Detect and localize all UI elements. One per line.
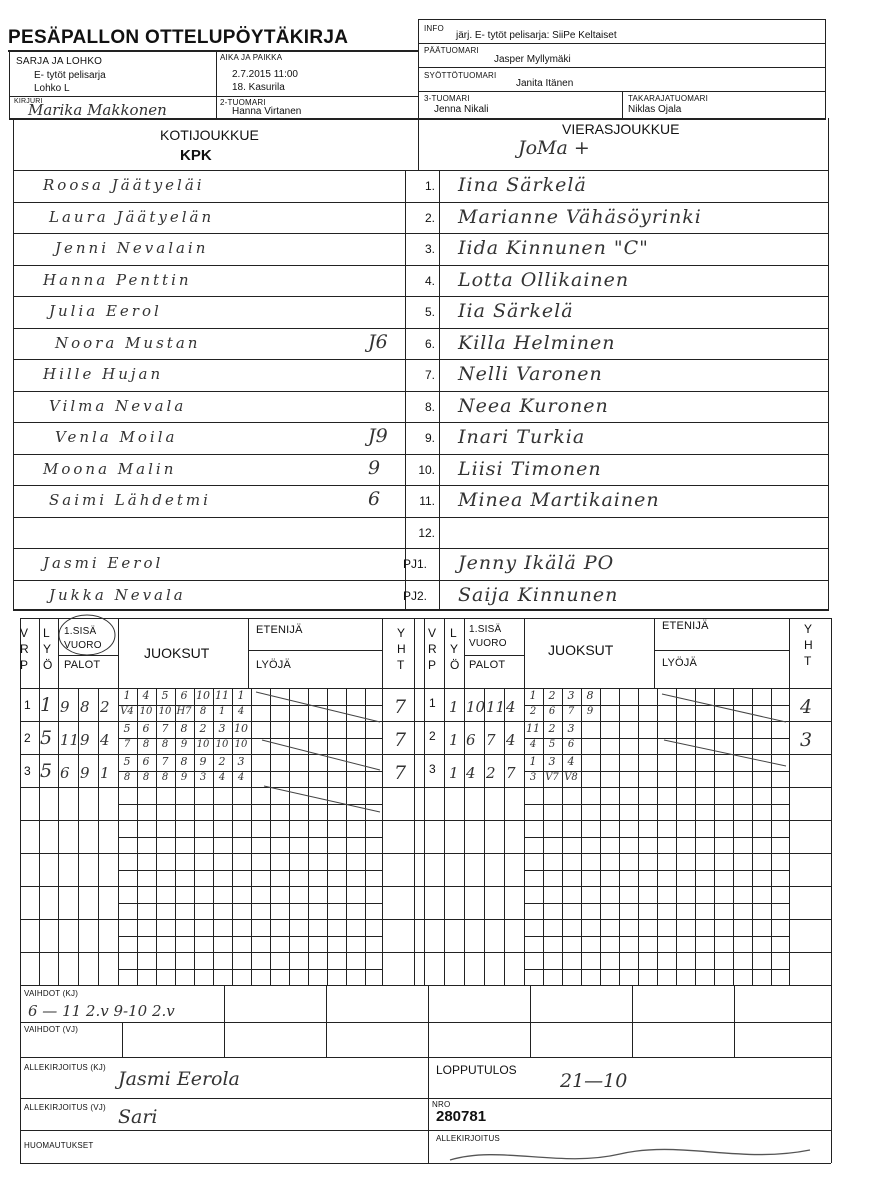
roster-number: 5. [424, 305, 435, 319]
aika-value-2: 18. Kasurila [232, 82, 285, 93]
away-col-p: P [428, 658, 437, 672]
home-inning-lyo: 5 [40, 727, 53, 749]
home-col-o: Ö [43, 658, 53, 672]
away-run-top: 2 [548, 722, 556, 735]
home-player-name: Moona Malin [43, 460, 177, 478]
allekirjoitus-vj-signature: Sari [118, 1106, 158, 1128]
home-run-bottom: 8 [123, 771, 131, 783]
home-run-top: 2 [218, 755, 226, 768]
home-run-bottom: 8 [142, 738, 150, 750]
home-player-name: Noora Mustan [55, 334, 201, 352]
away-team-label: VIERASJOUKKUE [562, 121, 680, 137]
home-col-yht-t: T [397, 658, 405, 672]
sarja-value-1: E- tytöt pelisarja [34, 70, 106, 81]
paatuomari-value: Jasper Myllymäki [494, 54, 571, 65]
away-inning-palo: 4 [506, 731, 516, 749]
away-col-yht-y: Y [804, 622, 813, 636]
away-col-o: Ö [450, 658, 460, 672]
home-col-yht-h: H [397, 642, 406, 656]
home-run-top: 5 [123, 755, 131, 768]
home-run-bottom: H7 [176, 705, 192, 717]
roster-number: 1. [424, 179, 435, 193]
home-run-bottom: 8 [199, 705, 207, 717]
roster-row [13, 517, 829, 549]
home-inning-vrp: 3 [24, 764, 31, 778]
roster-number: 3. [424, 242, 435, 256]
home-inning-yht: 7 [394, 762, 407, 784]
home-player-mark: 9 [368, 457, 381, 479]
roster-number: 9. [424, 431, 435, 445]
home-run-bottom: 3 [199, 771, 207, 783]
home-team-label: KOTIJOUKKUE [160, 127, 259, 143]
sarja-value-2: Lohko L [34, 83, 70, 94]
nro-value: 280781 [436, 1108, 487, 1125]
allekirjoitus-kj-label: ALLEKIRJOITUS (KJ) [24, 1063, 106, 1072]
away-player-name: Iia Särkelä [458, 300, 574, 322]
away-run-top: 4 [567, 755, 575, 768]
home-run-bottom: V4 [120, 705, 134, 717]
away-col-y: Y [450, 642, 459, 656]
home-player-name: Vilma Nevala [49, 397, 187, 415]
final-signature-scribble [440, 1140, 820, 1170]
away-player-name: Nelli Varonen [458, 363, 603, 385]
away-col-yht-h: H [804, 638, 813, 652]
home-player-mark: J9 [368, 425, 388, 447]
away-inning-yht: 3 [800, 729, 813, 751]
home-run-top: 10 [234, 722, 248, 735]
away-run-bottom: 5 [548, 738, 556, 750]
away-inning-palo: 6 [466, 731, 476, 749]
home-player-name: Venla Moila [55, 428, 178, 446]
home-run-top: 6 [142, 722, 150, 735]
aika-label: AIKA JA PAIKKA [220, 53, 283, 62]
takaraja-label: TAKARAJATUOMARI [628, 94, 709, 103]
home-run-bottom: 8 [161, 771, 169, 783]
away-player-name: Lotta Ollikainen [458, 269, 630, 291]
home-run-bottom: 10 [139, 705, 153, 717]
away-player-name: Neea Kuronen [458, 395, 609, 417]
away-col-l: L [450, 626, 457, 640]
home-run-bottom: 10 [158, 705, 172, 717]
away-player-name: Minea Martikainen [458, 489, 660, 511]
away-player-name: Liisi Timonen [458, 458, 602, 480]
home-run-top: 8 [180, 722, 188, 735]
tuomari2-value: Hanna Virtanen [232, 106, 302, 117]
roster-row [13, 391, 829, 423]
home-run-bottom: 4 [237, 705, 245, 717]
home-run-top: 2 [199, 722, 207, 735]
away-inning-palo: 2 [486, 764, 496, 782]
home-run-top: 3 [218, 722, 226, 735]
roster-number: 2. [424, 211, 435, 225]
roster-number: 11. [419, 494, 435, 508]
roster-number: 12. [418, 526, 435, 540]
home-inning-palo: 9 [80, 764, 90, 782]
home-run-bottom: 10 [215, 738, 229, 750]
roster-row [13, 548, 829, 580]
home-run-top: 5 [123, 722, 131, 735]
away-col-palot: PALOT [469, 659, 506, 671]
home-inning-palo: 9 [80, 731, 90, 749]
home-inning-palo: 8 [80, 698, 90, 716]
away-run-bottom: 7 [567, 705, 575, 717]
home-col-v: V [20, 626, 29, 640]
info-label: INFO [424, 24, 444, 33]
home-run-bottom: 4 [237, 771, 245, 783]
home-col-palot: PALOT [64, 659, 101, 671]
tuomari2-label: 2-TUOMARI [220, 98, 266, 107]
allekirjoitus-kj-signature: Jasmi Eerola [118, 1068, 240, 1090]
home-col-etenija: ETENIJÄ [256, 624, 303, 636]
away-inning-vrp: 1 [429, 696, 436, 710]
away-col-v: V [428, 626, 437, 640]
roster-number: 6. [424, 337, 435, 351]
home-inning-lyo: 5 [40, 760, 53, 782]
away-run-bottom: 4 [529, 738, 537, 750]
syotto-value: Janita Itänen [516, 78, 574, 89]
away-col-yht-t: T [804, 654, 812, 668]
away-player-name: Marianne Vähäsöyrinki [458, 206, 702, 228]
lopputulos-label: LOPPUTULOS [436, 1063, 517, 1077]
home-col-lyoja: LYÖJÄ [256, 659, 292, 671]
roster-row [13, 265, 829, 297]
home-player-mark: 6 [368, 488, 381, 510]
away-inning-lyo: 1 [449, 764, 459, 782]
roster-number: PJ1. [402, 557, 427, 571]
form-title: PESÄPALLON OTTELUPÖYTÄKIRJA [8, 27, 349, 48]
home-run-bottom: 9 [180, 738, 188, 750]
away-player-name: Jenny Ikälä PO [458, 552, 615, 574]
away-team-name: JoMa + [518, 137, 590, 159]
home-player-name: Roosa Jäätyeläi [43, 176, 205, 194]
home-run-bottom: 9 [180, 771, 188, 783]
home-player-name: Jenni Nevalain [55, 239, 209, 257]
away-run-bottom: 3 [529, 771, 537, 783]
vaihdot-vj-label: VAIHDOT (VJ) [24, 1025, 79, 1034]
roster-row [13, 359, 829, 391]
away-run-top: 11 [526, 722, 540, 735]
away-col-etenija: ETENIJÄ [662, 620, 709, 632]
away-run-top: 2 [548, 689, 556, 702]
kirjuri-value: Marika Makkonen [28, 101, 167, 119]
home-run-top: 1 [123, 689, 131, 702]
home-run-top: 5 [161, 689, 169, 702]
home-inning-palo: 1 [100, 764, 110, 782]
roster-row [13, 202, 829, 234]
roster-row [13, 422, 829, 454]
home-run-bottom: 10 [196, 738, 210, 750]
allekirjoitus-vj-label: ALLEKIRJOITUS (VJ) [24, 1103, 106, 1112]
home-run-top: 4 [142, 689, 150, 702]
home-run-top: 8 [180, 755, 188, 768]
home-run-top: 6 [142, 755, 150, 768]
tuomari3-label: 3-TUOMARI [424, 94, 470, 103]
away-player-name: Saija Kinnunen [458, 584, 619, 606]
syotto-label: SYÖTTÖTUOMARI [424, 71, 497, 80]
home-run-top: 10 [196, 689, 210, 702]
home-run-top: 7 [161, 755, 169, 768]
home-inning-palo: 9 [60, 698, 70, 716]
away-player-name: Iida Kinnunen "C" [458, 237, 649, 259]
home-run-top: 9 [199, 755, 207, 768]
home-inning-vrp: 1 [24, 698, 31, 712]
paatuomari-label: PÄÄTUOMARI [424, 46, 479, 55]
roster-number: 8. [424, 400, 435, 414]
home-inning-yht: 7 [394, 696, 407, 718]
away-inning-lyo: 1 [449, 731, 459, 749]
roster-row [13, 296, 829, 328]
home-player-name: Hanna Penttin [43, 271, 192, 289]
info-value: järj. E- tytöt pelisarja: SiiPe Keltaiset [456, 30, 617, 41]
home-run-bottom: 10 [234, 738, 248, 750]
vaihdot-kj-value: 6 — 11 2.v 9-10 2.v [28, 1002, 175, 1020]
away-inning-palo: 4 [466, 764, 476, 782]
home-col-p: P [20, 658, 29, 672]
home-col-sisa2: VUORO [64, 640, 102, 651]
home-player-name: Hille Hujan [43, 365, 164, 383]
home-run-bottom: 1 [218, 705, 226, 717]
home-run-top: 7 [161, 722, 169, 735]
away-run-bottom: 6 [548, 705, 556, 717]
away-player-name: Iina Särkelä [458, 174, 587, 196]
home-col-yht-y: Y [397, 626, 406, 640]
home-inning-palo: 4 [100, 731, 110, 749]
roster-row [13, 485, 829, 517]
away-inning-palo: 10 [466, 698, 486, 716]
home-inning-vrp: 2 [24, 731, 31, 745]
sarja-label: SARJA JA LOHKO [16, 56, 103, 67]
away-run-bottom: 2 [529, 705, 537, 717]
roster-number: 4. [424, 274, 435, 288]
home-inning-lyo: 1 [40, 694, 53, 716]
home-inning-palo: 2 [100, 698, 110, 716]
home-player-name: Laura Jäätyelän [49, 208, 215, 226]
home-col-juoksut: JUOKSUT [144, 645, 210, 661]
roster-row [13, 170, 829, 202]
roster-row [13, 328, 829, 360]
home-player-name: Julia Eerol [49, 302, 162, 320]
huomautukset-label: HUOMAUTUKSET [24, 1141, 94, 1150]
away-col-sisa1: 1.SISÄ [469, 624, 502, 635]
away-col-juoksut: JUOKSUT [548, 642, 614, 658]
away-col-lyoja: LYÖJÄ [662, 657, 698, 669]
home-run-top: 3 [237, 755, 245, 768]
takaraja-value: Niklas Ojala [628, 104, 682, 115]
home-run-top: 1 [237, 689, 245, 702]
home-player-mark: J6 [368, 331, 388, 353]
away-inning-palo: 7 [486, 731, 496, 749]
away-inning-palo: 4 [506, 698, 516, 716]
home-col-r: R [20, 642, 29, 656]
away-col-sisa2: VUORO [469, 638, 507, 649]
away-player-name: Inari Turkia [458, 426, 586, 448]
roster-row [13, 233, 829, 265]
allekirjoitus-label: ALLEKIRJOITUS [436, 1134, 500, 1143]
home-player-name: Saimi Lähdetmi [49, 491, 211, 509]
away-run-top: 1 [529, 755, 537, 768]
vaihdot-kj-label: VAIHDOT (KJ) [24, 989, 79, 998]
away-run-top: 3 [567, 722, 575, 735]
away-run-bottom: 6 [567, 738, 575, 750]
away-run-top: 8 [586, 689, 594, 702]
away-run-bottom: V8 [564, 771, 578, 783]
away-run-top: 3 [567, 689, 575, 702]
aika-value-1: 2.7.2015 11:00 [232, 69, 298, 80]
home-run-bottom: 7 [123, 738, 131, 750]
away-run-bottom: V7 [545, 771, 559, 783]
kirjuri-label: KIRJURI [14, 98, 43, 105]
away-inning-lyo: 1 [449, 698, 459, 716]
home-run-bottom: 8 [142, 771, 150, 783]
away-run-bottom: 9 [586, 705, 594, 717]
away-inning-palo: 7 [506, 764, 516, 782]
home-run-top: 6 [180, 689, 188, 702]
home-run-bottom: 8 [161, 738, 169, 750]
roster-row [13, 580, 829, 612]
away-run-top: 1 [529, 689, 537, 702]
home-player-name: Jukka Nevala [49, 586, 186, 604]
home-player-name: Jasmi Eerol [43, 554, 164, 572]
home-inning-yht: 7 [394, 729, 407, 751]
away-inning-vrp: 2 [429, 729, 436, 743]
home-col-l: L [43, 626, 50, 640]
tuomari3-value: Jenna Nikali [434, 104, 489, 115]
away-col-r: R [428, 642, 437, 656]
home-run-top: 11 [215, 689, 229, 702]
roster-number: 10. [418, 463, 435, 477]
roster-number: PJ2. [402, 589, 427, 603]
home-col-sisa1: 1.SISÄ [64, 626, 97, 637]
home-run-bottom: 4 [218, 771, 226, 783]
home-inning-palo: 6 [60, 764, 70, 782]
away-inning-vrp: 3 [429, 762, 436, 776]
away-inning-palo: 11 [486, 698, 506, 716]
away-inning-yht: 4 [800, 696, 813, 718]
nro-label: NRO [432, 1100, 451, 1109]
home-col-y: Y [43, 642, 52, 656]
home-inning-palo: 11 [60, 731, 80, 749]
away-run-top: 3 [548, 755, 556, 768]
away-player-name: Killa Helminen [458, 332, 616, 354]
roster-row [13, 454, 829, 486]
lopputulos-value: 21—10 [560, 1070, 628, 1092]
home-team-name: KPK [180, 147, 212, 164]
roster-number: 7. [424, 368, 435, 382]
